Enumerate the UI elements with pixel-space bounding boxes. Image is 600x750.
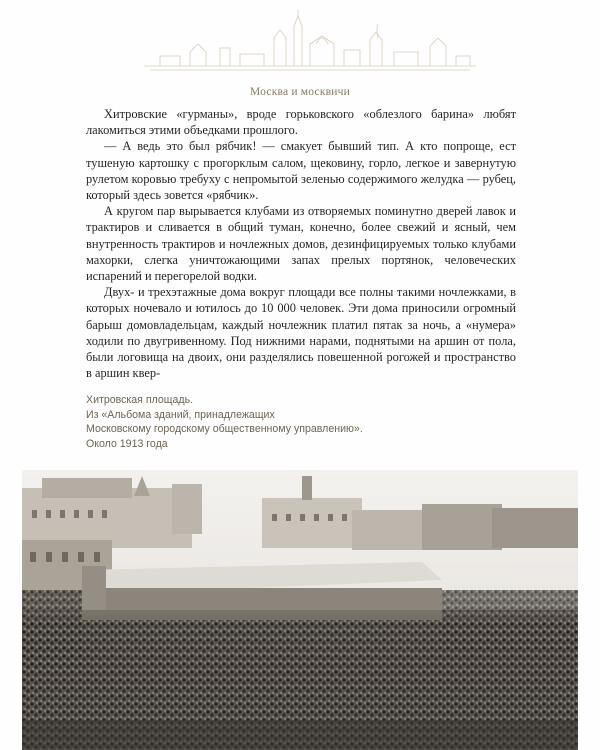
caption-line: Хитровская площадь.: [86, 394, 194, 406]
paragraph: Двух- и трехэтажные дома вокруг площади все полны такими ночлежками, в которых ночевало и ютилось до 10 000 человек. Эти дома приносили огромный барыш домовладельцам, каждый ночлежник платил пятак за ночь, а «нумера» ходили по двугривенному. Под нижними нарами, поднятыми на аршин от пола, были логовища на двоих, они разделялись повешенной рогожей и пространство в аршин квер-: [86, 285, 516, 381]
kremlin-skyline-icon: [140, 8, 480, 80]
crowd-square-photo-icon: [22, 470, 578, 750]
paragraph: — А ведь это был рябчик! — смакует бывший тип. А кто попроще, ест тушеную картошку с прогорклым салом, щековину, горло, легкое и завернутую рулетом коровью требуху с непромытой зеленью содержимого желудка — рубец, который здесь зовется «рябчик».: [86, 139, 516, 203]
caption-line: Из «Альбома зданий, принадлежащих: [86, 408, 275, 421]
historical-photo: [22, 470, 578, 750]
caption-line: Около 1913 года: [86, 437, 168, 450]
article-body: [86, 106, 516, 381]
running-head-title: Москва и москвичи: [250, 86, 350, 98]
caption-line: Московскому городскому общественному управлению».: [86, 423, 363, 436]
paragraph: Хитровские «гурманы», вроде горьковского «облезлого барина» любят лакомиться этими объедками прошлого.: [86, 107, 516, 138]
paragraph: А кругом пар вырывается клубами из отворяемых поминутно дверей лавок и трактиров и сливается в общий туман, конечно, более свежий и ясный, чем внутренность трактиров и ночлежных домов, дезинфицируемых только клубами махорки, слегка уничтожающими запах прелых портянок, человеческих испарений и перегорелой водки.: [86, 204, 516, 284]
photo-caption: [86, 393, 406, 451]
